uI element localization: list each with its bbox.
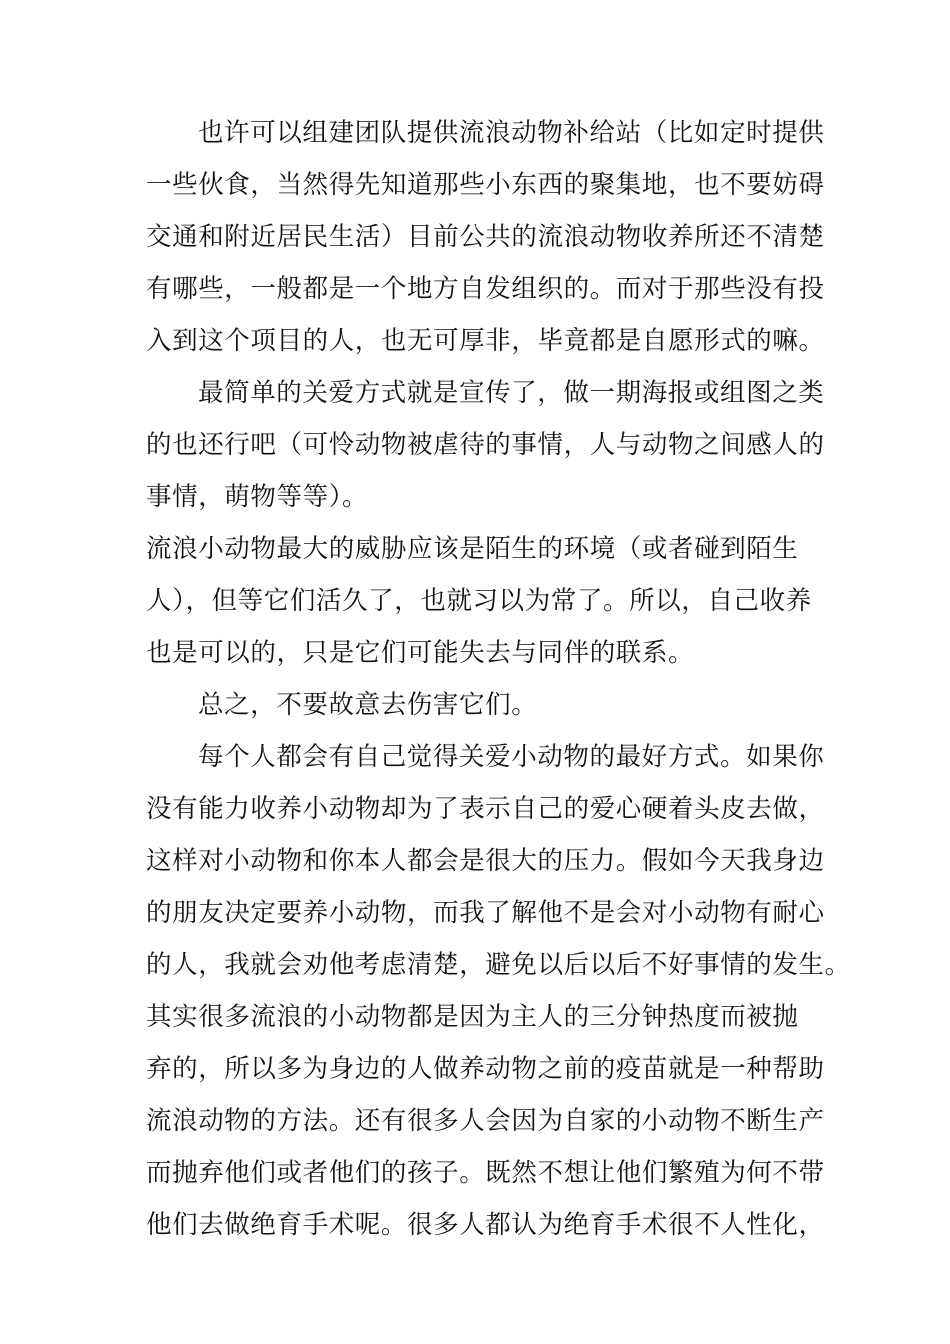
text-line: 一些伙食，当然得先知道那些小东西的聚集地，也不要妨碍 (146, 170, 825, 200)
text-line: 入到这个项目的人，也无可厚非，毕竟都是自愿形式的嘛。 (146, 326, 825, 356)
text-line: 没有能力收养小动物却为了表示自己的爱心硬着头皮去做， (146, 794, 825, 824)
text-line: 的也还行吧（可怜动物被虐待的事情，人与动物之间感人的 (146, 430, 825, 460)
text-line: 这样对小动物和你本人都会是很大的压力。假如今天我身边 (146, 846, 825, 876)
text-line: 每个人都会有自己觉得关爱小动物的最好方式。如果你 (198, 742, 825, 772)
text-line: 总之，不要故意去伤害它们。 (198, 690, 538, 720)
text-line: 交通和附近居民生活）目前公共的流浪动物收养所还不清楚 (146, 222, 825, 252)
document-body (146, 107, 851, 1251)
text-line: 事情，萌物等等）。 (146, 482, 369, 512)
text-line: 人），但等它们活久了，也就习以为常了。所以，自己收养 (146, 586, 812, 616)
text-line: 他们去做绝育手术呢。很多人都认为绝育手术很不人性化， (146, 1210, 825, 1240)
text-line: 有哪些，一般都是一个地方自发组织的。而对于那些没有投 (146, 274, 825, 304)
text-line: 流浪小动物最大的威胁应该是陌生的环境（或者碰到陌生 (146, 534, 799, 564)
text-line: 的朋友决定要养小动物，而我了解他不是会对小动物有耐心 (146, 898, 825, 928)
text-line: 而抛弃他们或者他们的孩子。既然不想让他们繁殖为何不带 (146, 1158, 825, 1188)
text-line: 其实很多流浪的小动物都是因为主人的三分钟热度而被抛 (146, 1002, 799, 1032)
text-line: 的人，我就会劝他考虑清楚，避免以后以后不好事情的发生。 (146, 950, 851, 980)
text-line: 也是可以的，只是它们可能失去与同伴的联系。 (146, 638, 695, 668)
text-line: 也许可以组建团队提供流浪动物补给站（比如定时提供 (198, 118, 825, 148)
text-line: 最简单的关爱方式就是宣传了，做一期海报或组图之类 (198, 378, 825, 408)
text-line: 流浪动物的方法。还有很多人会因为自家的小动物不断生产 (146, 1106, 825, 1136)
text-line: 弃的，所以多为身边的人做养动物之前的疫苗就是一种帮助 (146, 1054, 825, 1084)
